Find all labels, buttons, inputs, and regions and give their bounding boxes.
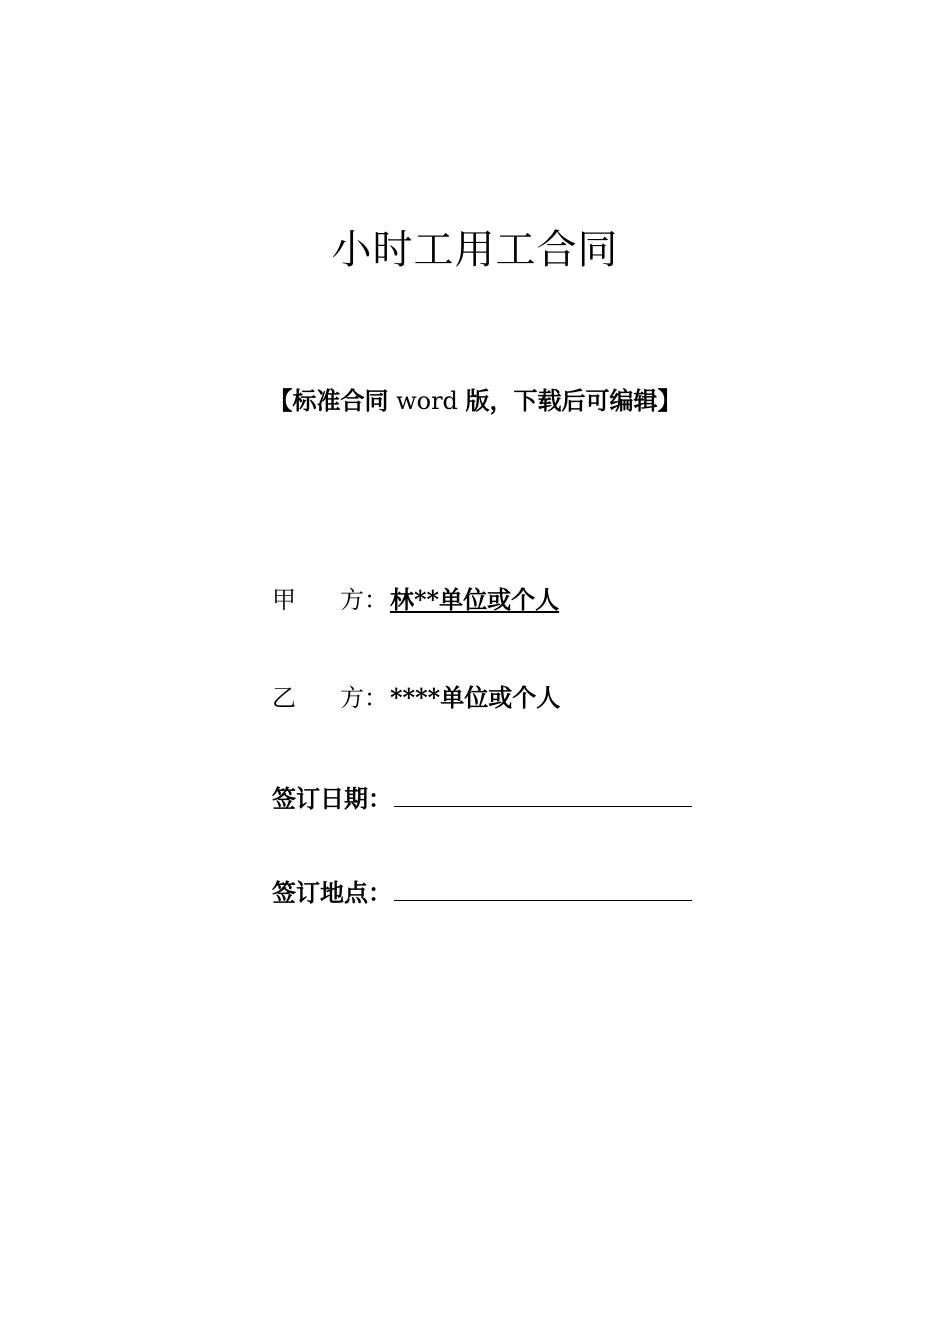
party-b-label-first: 乙 — [272, 684, 296, 712]
sign-place-label: 签订地点： — [272, 878, 392, 907]
sign-place-field — [272, 876, 692, 910]
party-a-field — [272, 583, 559, 617]
document-title: 小时工用工合同 — [331, 227, 619, 273]
sign-date-blank-line[interactable] — [394, 782, 692, 807]
sign-date-label: 签订日期： — [272, 784, 392, 813]
party-a-label — [272, 583, 390, 617]
subtitle-word: word — [388, 387, 466, 415]
document-subtitle — [0, 384, 950, 418]
party-b-field — [272, 681, 560, 715]
subtitle-close: 版，下载后可编辑】 — [465, 386, 682, 415]
party-b-label-second: 方： — [340, 684, 388, 712]
party-a-label-second: 方： — [340, 586, 388, 614]
party-a-value[interactable]: 林**单位或个人 — [390, 585, 560, 614]
party-a-label-first: 甲 — [272, 586, 296, 614]
subtitle-open: 【标准合同 — [268, 386, 389, 415]
sign-place-blank-line[interactable] — [394, 876, 692, 901]
sign-date-field — [272, 782, 692, 816]
party-b-value[interactable]: ****单位或个人 — [390, 683, 561, 712]
party-b-label — [272, 681, 390, 715]
